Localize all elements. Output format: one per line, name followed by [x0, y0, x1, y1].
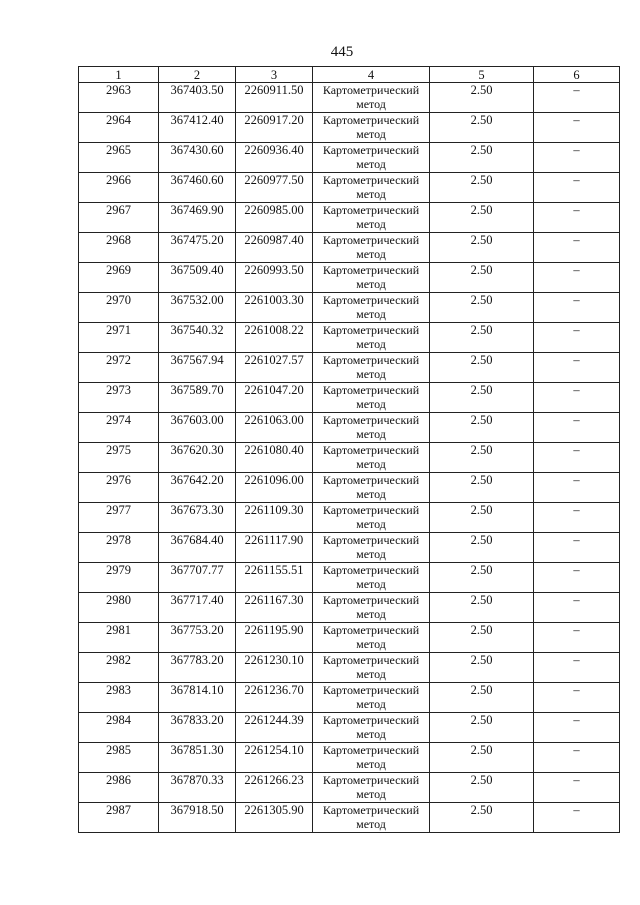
table-row	[79, 503, 620, 533]
note-cell: –	[534, 443, 620, 473]
method-cell: Картометрический метод	[313, 293, 430, 323]
x-coordinate-cell: 367642.20	[159, 473, 236, 503]
x-coordinate-cell: 367589.70	[159, 383, 236, 413]
point-number-cell: 2965	[79, 143, 159, 173]
method-cell: Картометрический метод	[313, 503, 430, 533]
y-coordinate-cell: 2261003.30	[236, 293, 313, 323]
table-row	[79, 713, 620, 743]
point-number-cell: 2968	[79, 233, 159, 263]
method-cell: Картометрический метод	[313, 653, 430, 683]
note-cell: –	[534, 533, 620, 563]
method-cell: Картометрический метод	[313, 473, 430, 503]
column-header: 4	[313, 67, 430, 83]
table-row	[79, 113, 620, 143]
point-number-cell: 2978	[79, 533, 159, 563]
method-cell: Картометрический метод	[313, 233, 430, 263]
x-coordinate-cell: 367567.94	[159, 353, 236, 383]
x-coordinate-cell: 367870.33	[159, 773, 236, 803]
y-coordinate-cell: 2261305.90	[236, 803, 313, 833]
x-coordinate-cell: 367460.60	[159, 173, 236, 203]
y-coordinate-cell: 2261080.40	[236, 443, 313, 473]
x-coordinate-cell: 367673.30	[159, 503, 236, 533]
y-coordinate-cell: 2261047.20	[236, 383, 313, 413]
point-number-cell: 2971	[79, 323, 159, 353]
page-number: 445	[330, 44, 354, 60]
note-cell: –	[534, 683, 620, 713]
precision-cell: 2.50	[430, 593, 534, 623]
note-cell: –	[534, 233, 620, 263]
table-row	[79, 263, 620, 293]
note-cell: –	[534, 113, 620, 143]
table-row	[79, 83, 620, 113]
method-cell: Картометрический метод	[313, 143, 430, 173]
y-coordinate-cell: 2260993.50	[236, 263, 313, 293]
method-cell: Картометрический метод	[313, 203, 430, 233]
method-cell: Картометрический метод	[313, 743, 430, 773]
table-row	[79, 323, 620, 353]
precision-cell: 2.50	[430, 83, 534, 113]
point-number-cell: 2966	[79, 173, 159, 203]
table-row	[79, 233, 620, 263]
x-coordinate-cell: 367403.50	[159, 83, 236, 113]
y-coordinate-cell: 2260911.50	[236, 83, 313, 113]
column-header: 3	[236, 67, 313, 83]
y-coordinate-cell: 2261096.00	[236, 473, 313, 503]
point-number-cell: 2980	[79, 593, 159, 623]
point-number-cell: 2984	[79, 713, 159, 743]
y-coordinate-cell: 2260936.40	[236, 143, 313, 173]
point-number-cell: 2974	[79, 413, 159, 443]
note-cell: –	[534, 503, 620, 533]
precision-cell: 2.50	[430, 143, 534, 173]
method-cell: Картометрический метод	[313, 593, 430, 623]
y-coordinate-cell: 2261195.90	[236, 623, 313, 653]
x-coordinate-cell: 367753.20	[159, 623, 236, 653]
y-coordinate-cell: 2260985.00	[236, 203, 313, 233]
y-coordinate-cell: 2261008.22	[236, 323, 313, 353]
point-number-cell: 2973	[79, 383, 159, 413]
y-coordinate-cell: 2261027.57	[236, 353, 313, 383]
precision-cell: 2.50	[430, 743, 534, 773]
y-coordinate-cell: 2261244.39	[236, 713, 313, 743]
column-header: 2	[159, 67, 236, 83]
y-coordinate-cell: 2261236.70	[236, 683, 313, 713]
precision-cell: 2.50	[430, 383, 534, 413]
x-coordinate-cell: 367620.30	[159, 443, 236, 473]
precision-cell: 2.50	[430, 773, 534, 803]
coordinates-table	[78, 66, 620, 833]
note-cell: –	[534, 323, 620, 353]
method-cell: Картометрический метод	[313, 803, 430, 833]
note-cell: –	[534, 173, 620, 203]
table-row	[79, 143, 620, 173]
table-row	[79, 683, 620, 713]
method-cell: Картометрический метод	[313, 383, 430, 413]
table-row	[79, 173, 620, 203]
precision-cell: 2.50	[430, 503, 534, 533]
point-number-cell: 2963	[79, 83, 159, 113]
table-row	[79, 653, 620, 683]
method-cell: Картометрический метод	[313, 623, 430, 653]
point-number-cell: 2970	[79, 293, 159, 323]
method-cell: Картометрический метод	[313, 683, 430, 713]
y-coordinate-cell: 2261230.10	[236, 653, 313, 683]
y-coordinate-cell: 2261167.30	[236, 593, 313, 623]
point-number-cell: 2982	[79, 653, 159, 683]
note-cell: –	[534, 353, 620, 383]
y-coordinate-cell: 2260917.20	[236, 113, 313, 143]
table-row	[79, 293, 620, 323]
precision-cell: 2.50	[430, 473, 534, 503]
method-cell: Картометрический метод	[313, 413, 430, 443]
note-cell: –	[534, 413, 620, 443]
point-number-cell: 2967	[79, 203, 159, 233]
x-coordinate-cell: 367684.40	[159, 533, 236, 563]
method-cell: Картометрический метод	[313, 773, 430, 803]
x-coordinate-cell: 367430.60	[159, 143, 236, 173]
table-row	[79, 413, 620, 443]
x-coordinate-cell: 367814.10	[159, 683, 236, 713]
method-cell: Картометрический метод	[313, 263, 430, 293]
method-cell: Картометрический метод	[313, 83, 430, 113]
note-cell: –	[534, 653, 620, 683]
y-coordinate-cell: 2261155.51	[236, 563, 313, 593]
precision-cell: 2.50	[430, 113, 534, 143]
y-coordinate-cell: 2261254.10	[236, 743, 313, 773]
precision-cell: 2.50	[430, 353, 534, 383]
x-coordinate-cell: 367717.40	[159, 593, 236, 623]
note-cell: –	[534, 623, 620, 653]
y-coordinate-cell: 2261117.90	[236, 533, 313, 563]
point-number-cell: 2977	[79, 503, 159, 533]
precision-cell: 2.50	[430, 443, 534, 473]
table-row	[79, 743, 620, 773]
table-row	[79, 443, 620, 473]
table-body	[79, 83, 620, 833]
x-coordinate-cell: 367532.00	[159, 293, 236, 323]
y-coordinate-cell: 2261109.30	[236, 503, 313, 533]
point-number-cell: 2976	[79, 473, 159, 503]
note-cell: –	[534, 263, 620, 293]
precision-cell: 2.50	[430, 233, 534, 263]
note-cell: –	[534, 83, 620, 113]
column-header: 5	[430, 67, 534, 83]
precision-cell: 2.50	[430, 533, 534, 563]
method-cell: Картометрический метод	[313, 113, 430, 143]
x-coordinate-cell: 367783.20	[159, 653, 236, 683]
note-cell: –	[534, 713, 620, 743]
note-cell: –	[534, 563, 620, 593]
point-number-cell: 2987	[79, 803, 159, 833]
point-number-cell: 2972	[79, 353, 159, 383]
table-row	[79, 623, 620, 653]
method-cell: Картометрический метод	[313, 173, 430, 203]
precision-cell: 2.50	[430, 623, 534, 653]
table-row	[79, 383, 620, 413]
table-row	[79, 563, 620, 593]
method-cell: Картометрический метод	[313, 713, 430, 743]
y-coordinate-cell: 2260987.40	[236, 233, 313, 263]
method-cell: Картометрический метод	[313, 323, 430, 353]
precision-cell: 2.50	[430, 563, 534, 593]
method-cell: Картометрический метод	[313, 353, 430, 383]
table-row	[79, 803, 620, 833]
precision-cell: 2.50	[430, 413, 534, 443]
precision-cell: 2.50	[430, 203, 534, 233]
precision-cell: 2.50	[430, 653, 534, 683]
method-cell: Картометрический метод	[313, 563, 430, 593]
x-coordinate-cell: 367918.50	[159, 803, 236, 833]
note-cell: –	[534, 593, 620, 623]
note-cell: –	[534, 773, 620, 803]
note-cell: –	[534, 203, 620, 233]
point-number-cell: 2969	[79, 263, 159, 293]
precision-cell: 2.50	[430, 293, 534, 323]
method-cell: Картометрический метод	[313, 443, 430, 473]
table-row	[79, 353, 620, 383]
point-number-cell: 2985	[79, 743, 159, 773]
x-coordinate-cell: 367707.77	[159, 563, 236, 593]
table-row	[79, 773, 620, 803]
y-coordinate-cell: 2261063.00	[236, 413, 313, 443]
point-number-cell: 2975	[79, 443, 159, 473]
note-cell: –	[534, 803, 620, 833]
point-number-cell: 2986	[79, 773, 159, 803]
x-coordinate-cell: 367540.32	[159, 323, 236, 353]
table-header-row	[79, 67, 620, 83]
table-row	[79, 593, 620, 623]
point-number-cell: 2983	[79, 683, 159, 713]
precision-cell: 2.50	[430, 263, 534, 293]
precision-cell: 2.50	[430, 803, 534, 833]
note-cell: –	[534, 473, 620, 503]
table-row	[79, 533, 620, 563]
precision-cell: 2.50	[430, 173, 534, 203]
note-cell: –	[534, 293, 620, 323]
point-number-cell: 2979	[79, 563, 159, 593]
x-coordinate-cell: 367833.20	[159, 713, 236, 743]
note-cell: –	[534, 383, 620, 413]
table-row	[79, 473, 620, 503]
x-coordinate-cell: 367412.40	[159, 113, 236, 143]
column-header: 1	[79, 67, 159, 83]
y-coordinate-cell: 2261266.23	[236, 773, 313, 803]
note-cell: –	[534, 743, 620, 773]
x-coordinate-cell: 367475.20	[159, 233, 236, 263]
column-header: 6	[534, 67, 620, 83]
precision-cell: 2.50	[430, 683, 534, 713]
point-number-cell: 2964	[79, 113, 159, 143]
x-coordinate-cell: 367469.90	[159, 203, 236, 233]
table-row	[79, 203, 620, 233]
y-coordinate-cell: 2260977.50	[236, 173, 313, 203]
note-cell: –	[534, 143, 620, 173]
x-coordinate-cell: 367851.30	[159, 743, 236, 773]
precision-cell: 2.50	[430, 323, 534, 353]
x-coordinate-cell: 367603.00	[159, 413, 236, 443]
point-number-cell: 2981	[79, 623, 159, 653]
precision-cell: 2.50	[430, 713, 534, 743]
method-cell: Картометрический метод	[313, 533, 430, 563]
x-coordinate-cell: 367509.40	[159, 263, 236, 293]
